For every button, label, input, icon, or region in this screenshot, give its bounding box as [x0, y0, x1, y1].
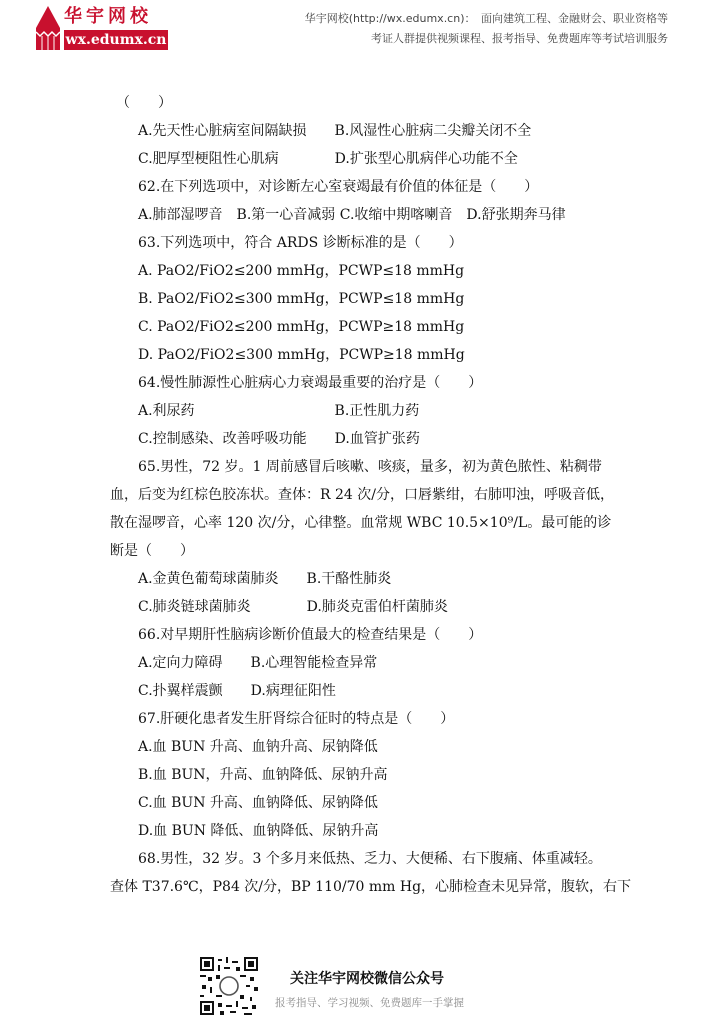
text-line: A.血 BUN 升高、血钠升高、尿钠降低: [138, 739, 378, 755]
text-line: 散在湿啰音，心率 120 次/分，心律整。血常规 WBC 10.5×10⁹/L。最可能的诊: [110, 515, 612, 531]
logo: [36, 6, 168, 50]
text-line: （ ）: [116, 95, 172, 111]
logo-url: wx.edumx.cn: [65, 32, 167, 48]
text-line: 63.下列选项中，符合 ARDS 诊断标准的是（ ）: [138, 235, 463, 251]
text-line: C.控制感染、改善呼吸功能 D.血管扩张药: [138, 431, 420, 447]
qr-code-icon: [200, 957, 258, 1015]
text-line: B.血 BUN，升高、血钠降低、尿钠升高: [138, 767, 388, 783]
footer-subtitle: 报考指导、学习视频、免费题库一手掌握: [275, 997, 464, 1009]
text-line: 65.男性，72 岁。1 周前感冒后咳嗽、咳痰，量多，初为黄色脓性、粘稠带: [138, 459, 602, 475]
text-line: 62.在下列选项中，对诊断左心室衰竭最有价值的体征是（ ）: [138, 179, 539, 195]
text-line: 68.男性，32 岁。3 个多月来低热、乏力、大便稀、右下腹痛、体重减轻。: [138, 851, 602, 867]
logo-title: 华宇网校: [64, 6, 152, 27]
header-tagline-1: 华宇网校(http://wx.edumx.cn)： 面向建筑工程、金融财会、职业资格等: [304, 12, 668, 25]
text-line: 67.肝硬化患者发生肝肾综合征时的特点是（ ）: [138, 711, 455, 727]
text-line: 64.慢性肺源性心脏病心力衰竭最重要的治疗是（ ）: [138, 375, 483, 391]
text-line: 血，后变为红棕色胶冻状。查体：R 24 次/分，口唇紫绀，右肺叩浊，呼吸音低，: [110, 487, 614, 503]
text-line: A.定向力障碍 B.心理智能检查异常: [138, 655, 378, 671]
pencil-logo-icon: [36, 6, 60, 50]
text-line: C.血 BUN 升高、血钠降低、尿钠降低: [138, 795, 378, 811]
text-line: C.扑翼样震颤 D.病理征阳性: [138, 683, 336, 699]
text-line: D.血 BUN 降低、血钠降低、尿钠升高: [138, 823, 379, 839]
header-tagline-2: 考证人群提供视频课程、报考指导、免费题库等考试培训服务: [371, 32, 668, 45]
text-line: C.肺炎链球菌肺炎 D.肺炎克雷伯杆菌肺炎: [138, 599, 448, 615]
text-line: C.肥厚型梗阻性心肌病 D.扩张型心肌病伴心功能不全: [138, 151, 518, 167]
text-line: A.利尿药 B.正性肌力药: [138, 403, 420, 419]
text-line: A. PaO2/FiO2≤200 mmHg，PCWP≤18 mmHg: [138, 263, 465, 279]
text-line: C. PaO2/FiO2≤200 mmHg，PCWP≥18 mmHg: [138, 319, 465, 335]
text-line: B. PaO2/FiO2≤300 mmHg，PCWP≤18 mmHg: [138, 291, 465, 307]
text-line: 查体 T37.6℃，P84 次/分，BP 110/70 mm Hg，心肺检查未见异常，腹软，右下: [110, 879, 632, 895]
text-line: A.先天性心脏病室间隔缺损 B.风湿性心脏病二尖瓣关闭不全: [138, 123, 532, 139]
text-line: D. PaO2/FiO2≤300 mmHg，PCWP≥18 mmHg: [138, 347, 465, 363]
text-line: 断是（ ）: [110, 543, 194, 559]
text-line: A.肺部湿啰音 B.第一心音减弱 C.收缩中期喀喇音 D.舒张期奔马律: [138, 207, 566, 223]
text-line: A.金黄色葡萄球菌肺炎 B.干酪性肺炎: [138, 571, 392, 587]
text-line: 66.对早期肝性脑病诊断价值最大的检查结果是（ ）: [138, 627, 483, 643]
footer-title: 关注华宇网校微信公众号: [290, 971, 444, 987]
